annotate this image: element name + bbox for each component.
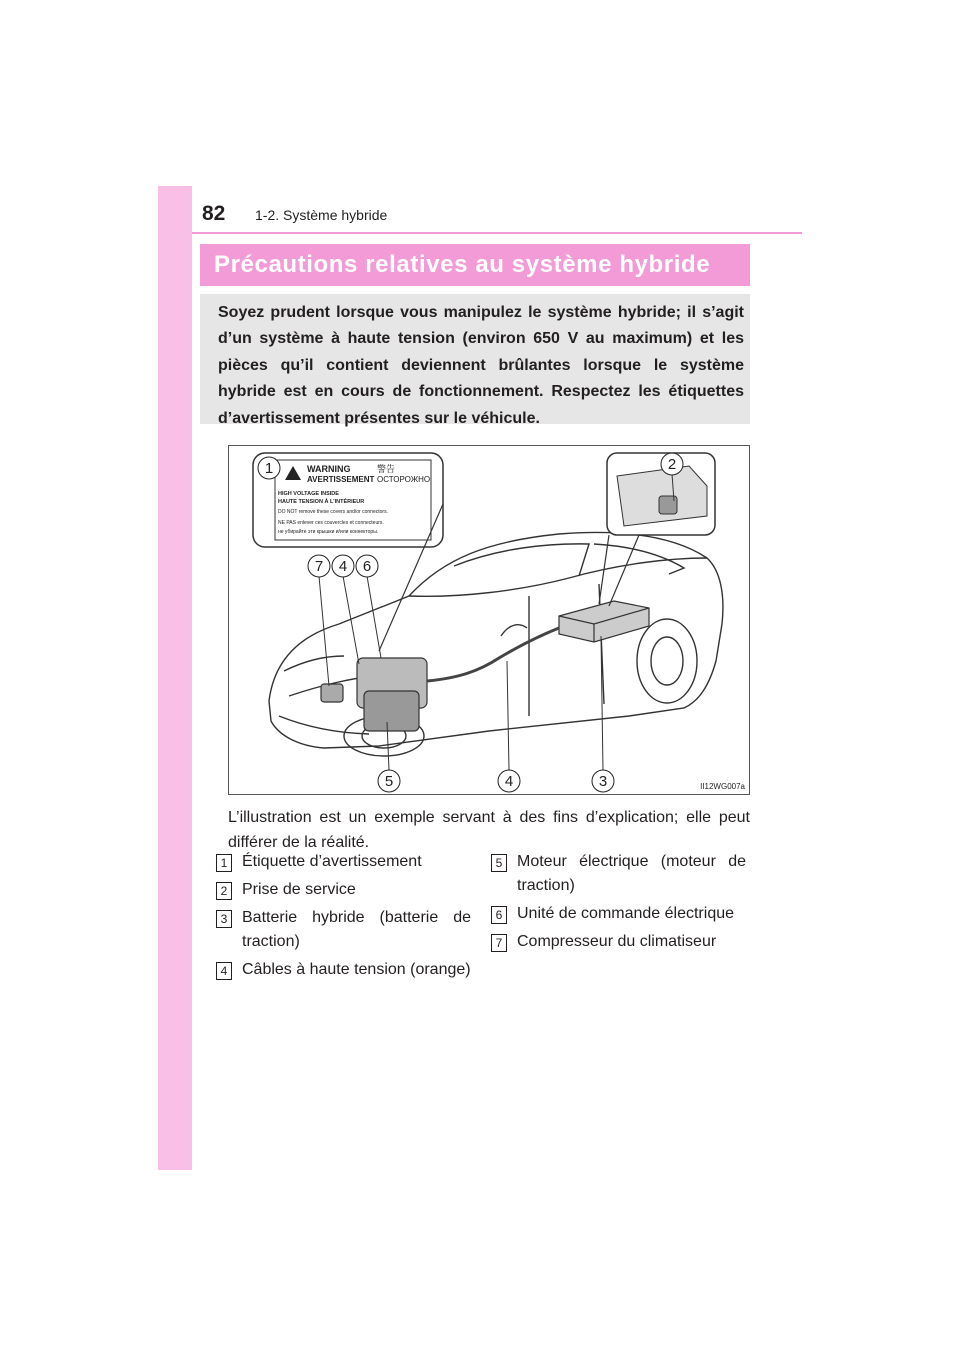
callout-4a: 4 xyxy=(338,558,348,575)
legend-number: 6 xyxy=(491,906,507,924)
legend-item xyxy=(216,878,471,902)
warning-label-line6: NE PAS enlever ces couvercles et connecteurs. xyxy=(278,520,384,526)
legend-number: 4 xyxy=(216,962,232,980)
legend-number: 7 xyxy=(491,934,507,952)
legend-text: Câbles à haute tension (orange) xyxy=(242,961,471,978)
callout-6: 6 xyxy=(362,558,372,575)
legend-text: Étiquette d’avertissement xyxy=(242,853,422,870)
callout-2: 2 xyxy=(667,456,677,473)
page-number: 82 xyxy=(202,202,226,225)
legend-item xyxy=(491,930,746,954)
hybrid-system-illustration xyxy=(228,445,750,795)
warning-label-inset xyxy=(253,453,443,651)
warning-label-line1: WARNING xyxy=(307,464,351,474)
callout-7: 7 xyxy=(314,558,324,575)
legend-text: Moteur électrique (moteur de traction) xyxy=(517,853,746,894)
legend-text: Compresseur du climatiseur xyxy=(517,933,717,950)
figure-caption: L’illustration est un exemple servant à des fins d’explication; elle peut différer de la réalité. xyxy=(228,809,750,851)
warning-label-line5: DO NOT remove these covers and/or connectors. xyxy=(278,509,388,515)
callout-3: 3 xyxy=(598,773,608,790)
legend-number: 5 xyxy=(491,854,507,872)
intro-text: Soyez prudent lorsque vous manipulez le système hybride; il s’agit d’un système à haute tension (environ 650 V au maximum) et les pièces qu’il contient deviennent brûlantes lorsque le système hybride est en cours de fonctionnement. Respectez les étiquettes d’avertissement présentes sur le véhicule. xyxy=(200,294,750,424)
warning-label-line4: HAUTE TENSION À L'INTÉRIEUR xyxy=(278,499,365,505)
legend-text: Batterie hybride (batterie de traction) xyxy=(242,909,471,950)
callout-4b: 4 xyxy=(504,773,514,790)
legend-item xyxy=(216,906,471,954)
legend-item xyxy=(216,850,471,874)
engine-components xyxy=(321,658,427,731)
hybrid-battery xyxy=(559,601,649,642)
section-title: 1-2. Système hybride xyxy=(255,207,388,223)
legend-text: Unité de commande électrique xyxy=(517,905,735,922)
figure-code: II12WG007a xyxy=(700,782,745,791)
warning-label-line1-jp: 警告 xyxy=(377,464,396,474)
page-title: Précautions relatives au système hybride xyxy=(200,244,750,286)
legend-item xyxy=(491,902,746,926)
high-voltage-cable xyxy=(427,628,559,681)
legend-number: 3 xyxy=(216,910,232,928)
legend-number: 2 xyxy=(216,882,232,900)
warning-label-line2: AVERTISSEMENT xyxy=(307,475,375,484)
header-rule xyxy=(192,232,802,234)
warning-label-line7: не убирайте эти крышки и/или коннекторы. xyxy=(278,529,379,535)
legend-text: Prise de service xyxy=(242,881,356,898)
legend-number: 1 xyxy=(216,854,232,872)
section-tab-bar xyxy=(158,186,192,1170)
service-plug-inset xyxy=(599,453,715,606)
legend-item xyxy=(491,850,746,898)
legend-right xyxy=(491,850,746,958)
warning-label-line3: HIGH VOLTAGE INSIDE xyxy=(278,491,339,497)
callout-1: 1 xyxy=(264,460,274,477)
legend-left xyxy=(216,850,471,986)
callout-5: 5 xyxy=(384,773,394,790)
legend-item xyxy=(216,958,471,982)
warning-label-line2-ru: ОСТОРОЖНО xyxy=(377,475,431,484)
